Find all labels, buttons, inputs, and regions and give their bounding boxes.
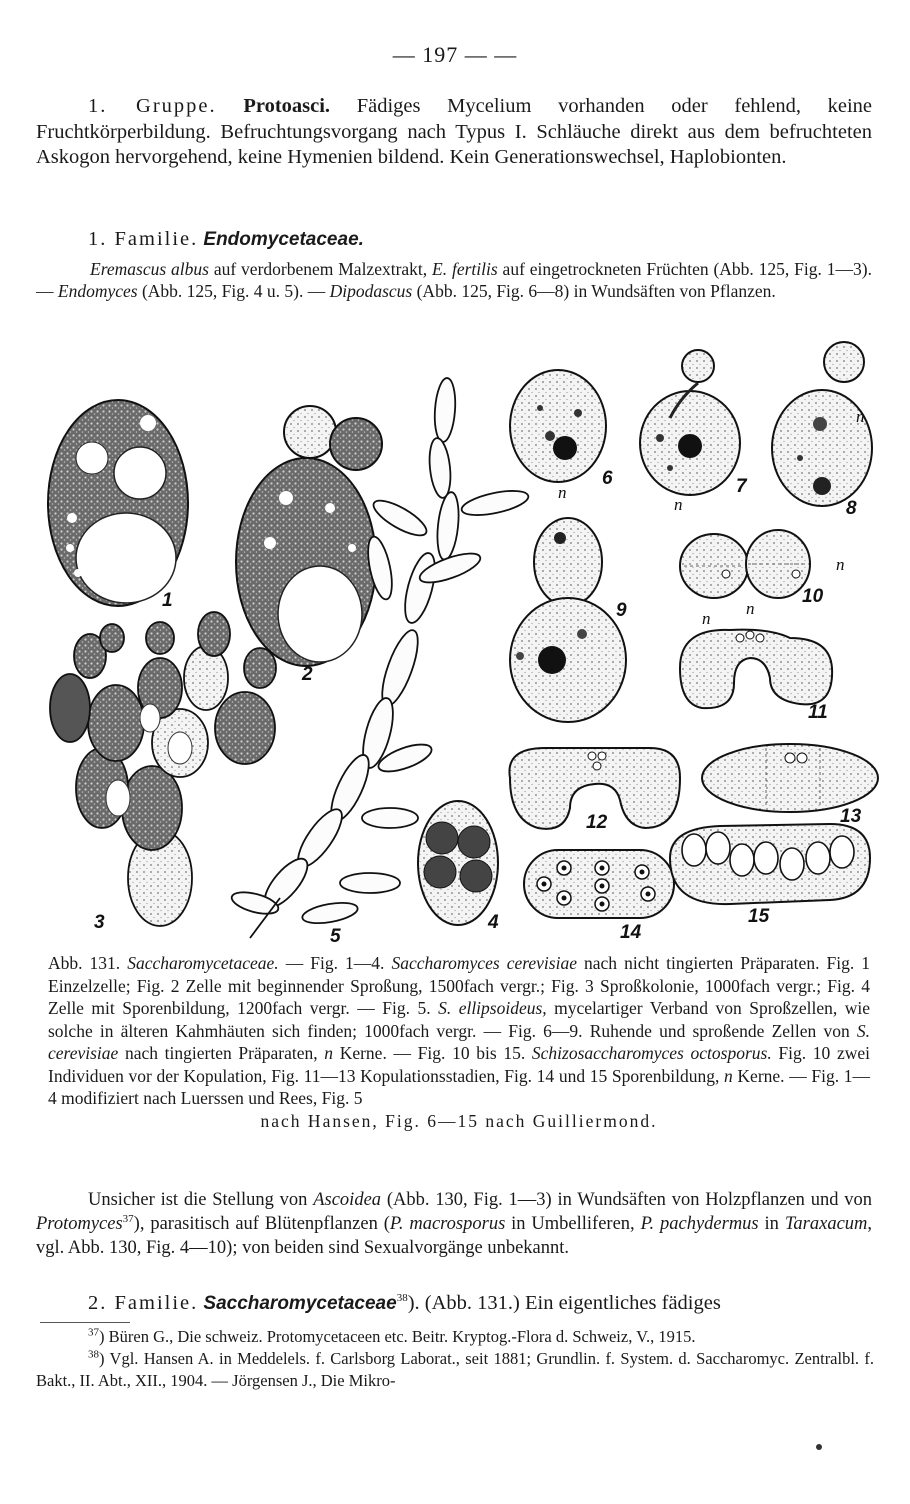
figure-label-5: 5 bbox=[330, 926, 341, 947]
figure-label-11: 11 bbox=[808, 702, 828, 723]
footnote-37 bbox=[36, 1326, 874, 1348]
footnotes bbox=[36, 1326, 874, 1392]
paragraph-gruppe bbox=[36, 94, 872, 171]
figure-label-14: 14 bbox=[620, 922, 642, 943]
caption-family: Saccharomycetaceae. bbox=[127, 953, 279, 973]
nucleus-label-fig10a: n bbox=[836, 555, 845, 574]
figure-caption bbox=[48, 952, 870, 1132]
text-span: Kerne. — Fig. 1—4 modifiziert nach Luerssen und Rees, Fig. 5 bbox=[48, 1065, 870, 1108]
genus-ascoidea: Ascoidea bbox=[313, 1190, 382, 1210]
text-span: ), parasitisch auf Blütenpflanzen ( bbox=[133, 1214, 390, 1234]
genus-taraxacum: Taraxacum bbox=[784, 1214, 868, 1234]
caption-species: Saccharomyces cerevisiae bbox=[391, 953, 577, 973]
fig-11-copulation bbox=[680, 630, 832, 708]
footnote-number: 37 bbox=[88, 1326, 99, 1339]
familie1-name: Endomycetaceae. bbox=[203, 229, 364, 250]
footnote-text: ) Vgl. Hansen A. in Meddelels. f. Carlsborg Laborat., seit 1881; Grundlin. f. System. d. Saccharomyc. Zentralbl. f. Bakt., II. Abt., XII., 1904. — Jörgensen J., Die Mikro- bbox=[36, 1349, 874, 1390]
footnote-number: 38 bbox=[88, 1348, 99, 1361]
page-number: — 197 — — bbox=[392, 42, 518, 67]
text-span: , vgl. Abb. 130, Fig. 4—10); von beiden sind Sexualvorgänge unbekannt. bbox=[36, 1214, 873, 1258]
figure-label-4: 4 bbox=[488, 912, 499, 933]
text-span: nach tingierten Präparaten, bbox=[118, 1043, 325, 1063]
fig-14-spore-formation bbox=[524, 850, 674, 918]
genus-eremascus: Eremascus albus bbox=[90, 259, 209, 279]
figure-label-6: 6 bbox=[602, 468, 613, 489]
paragraph-eremascus bbox=[36, 258, 872, 302]
familie2-text: ). (Abb. 131.) Ein eigentliches fädiges bbox=[407, 1292, 721, 1314]
caption-last-line: nach Hansen, Fig. 6—15 nach Guilliermond. bbox=[260, 1110, 658, 1131]
fig-15-spore-formation bbox=[670, 824, 870, 904]
footnote-divider bbox=[40, 1322, 130, 1323]
fig-13-copulation bbox=[702, 744, 878, 812]
figure-label-2: 2 bbox=[302, 664, 313, 685]
fig-4-spore-cell bbox=[418, 801, 498, 925]
text-span: mycelartiger Verband von Sproßzellen, wie solche in älteren Kahmhäuten sich finden; 1000fach vergr. — Fig. 6—9. Ruhende und sproßende Zellen von bbox=[48, 998, 870, 1041]
figure-label-12: 12 bbox=[586, 812, 608, 833]
text-span: nach nicht tingierten Präparaten. Fig. 1 Einzelzelle; Fig. 2 Zelle mit beginnender Sproßung, 1500fach vergr.; Fig. 3 Sproßkolonie, 1000fach vergr.; Fig. 4 Zelle mit Sporenbildung, 1200fach vergr. — Fig. 5. bbox=[48, 953, 870, 1018]
text-span: (Abb. 125, Fig. 4 u. 5). — bbox=[137, 281, 330, 301]
text-span: auf eingetrockneten Früchten (Abb. 125, Fig. 1—3). — bbox=[36, 259, 872, 301]
caption-species: S. ellipsoideus, bbox=[438, 998, 547, 1018]
figure-label-3: 3 bbox=[94, 912, 105, 933]
gruppe-label: 1. Gruppe. bbox=[88, 95, 217, 117]
fig-9-budding-cell bbox=[510, 518, 626, 722]
nucleus-label-fig10b: n bbox=[702, 609, 711, 628]
text-span: auf verdorbenem Malzextrakt, bbox=[208, 259, 433, 279]
gruppe-name: Protoasci. bbox=[243, 95, 331, 117]
fig-2-budding-cell bbox=[236, 406, 382, 666]
paragraph-familie-2 bbox=[36, 1290, 872, 1317]
nucleus-label-fig8: n bbox=[856, 407, 865, 426]
paragraph-unsicher bbox=[36, 1188, 872, 1260]
footnote-ref-37[interactable]: 37 bbox=[122, 1212, 134, 1225]
text-span: in bbox=[758, 1214, 785, 1234]
fig-3-budding-colony bbox=[50, 612, 276, 926]
caption-species: S. cerevisiae bbox=[48, 1020, 870, 1063]
figure-abb-131 bbox=[30, 338, 880, 948]
genus-protomyces: Protomyces bbox=[36, 1214, 123, 1234]
text-span: — Fig. 1—4. bbox=[278, 953, 392, 973]
text-span: in Umbelliferen, bbox=[505, 1214, 641, 1234]
footnote-text: ) Büren G., Die schweiz. Protomycetaceen etc. Beitr. Kryptog.-Flora d. Schweiz, V., 1915. bbox=[99, 1327, 696, 1346]
caption-species: Schizosaccharomyces octosporus. bbox=[531, 1043, 772, 1063]
text-span: Fig. 10 zwei Individuen vor der Kopulation, Fig. 11—13 Kopulationsstadien, Fig. 14 und 15 Sporenbildung, bbox=[48, 1043, 870, 1086]
figure-label-15: 15 bbox=[748, 906, 770, 927]
fig-1-single-cell bbox=[48, 400, 188, 606]
fig-7-budding-cell bbox=[640, 350, 740, 495]
caption-n: n bbox=[324, 1043, 334, 1063]
nucleus-label-fig11: n bbox=[746, 599, 755, 618]
caption-abb: Abb. 131. bbox=[48, 953, 128, 973]
footnote-ref-38[interactable]: 38 bbox=[396, 1292, 408, 1305]
figure-label-9: 9 bbox=[616, 600, 627, 621]
species-pachydermus: P. pachydermus bbox=[640, 1214, 759, 1234]
familie2-name: Saccharomycetaceae bbox=[203, 1293, 397, 1314]
text-span: (Abb. 130, Fig. 1—3) in Wundsäften von Holzpflanzen und von bbox=[381, 1190, 872, 1210]
familie2-label: 2. Familie. bbox=[88, 1292, 199, 1314]
species-macrosporus: P. macrosporus bbox=[389, 1214, 506, 1234]
nucleus-label-fig7: n bbox=[674, 495, 683, 514]
figure-label-13: 13 bbox=[840, 806, 862, 827]
genus-dipodascus: Dipodascus bbox=[329, 281, 413, 301]
footnote-38 bbox=[36, 1348, 874, 1392]
text-span: Kerne. — Fig. 10 bis 15. bbox=[333, 1043, 532, 1063]
figure-label-1: 1 bbox=[162, 590, 173, 611]
fig-6-resting-cell bbox=[510, 370, 606, 482]
caption-n: n bbox=[724, 1065, 733, 1086]
genus-endomyces: Endomyces bbox=[57, 281, 138, 301]
text-span: (Abb. 125, Fig. 6—8) in Wundsäften von Pflanzen. bbox=[412, 281, 776, 301]
ink-speck bbox=[816, 1444, 822, 1450]
figure-label-8: 8 bbox=[846, 498, 857, 519]
familie1-label: 1. Familie. bbox=[88, 228, 199, 250]
heading-familie-1 bbox=[88, 228, 868, 251]
nucleus-label-fig6: n bbox=[558, 483, 567, 502]
text-span: Unsicher ist die Stellung von bbox=[88, 1190, 314, 1210]
gruppe-text: Fädiges Mycelium vorhanden oder fehlend, keine Fruchtkörperbildung. Befruchtungsvorgang nach Typus I. Schläuche direkt aus dem befruchteten Askogon hervorgehend, keine Hymenien bildend. Kein Generationswechsel, Haplobionten. bbox=[36, 95, 873, 168]
figure-label-10: 10 bbox=[802, 586, 824, 607]
figure-label-7: 7 bbox=[736, 476, 747, 497]
species-fertilis: E. fertilis bbox=[432, 259, 498, 279]
fig-10-pre-copulation bbox=[680, 530, 810, 598]
